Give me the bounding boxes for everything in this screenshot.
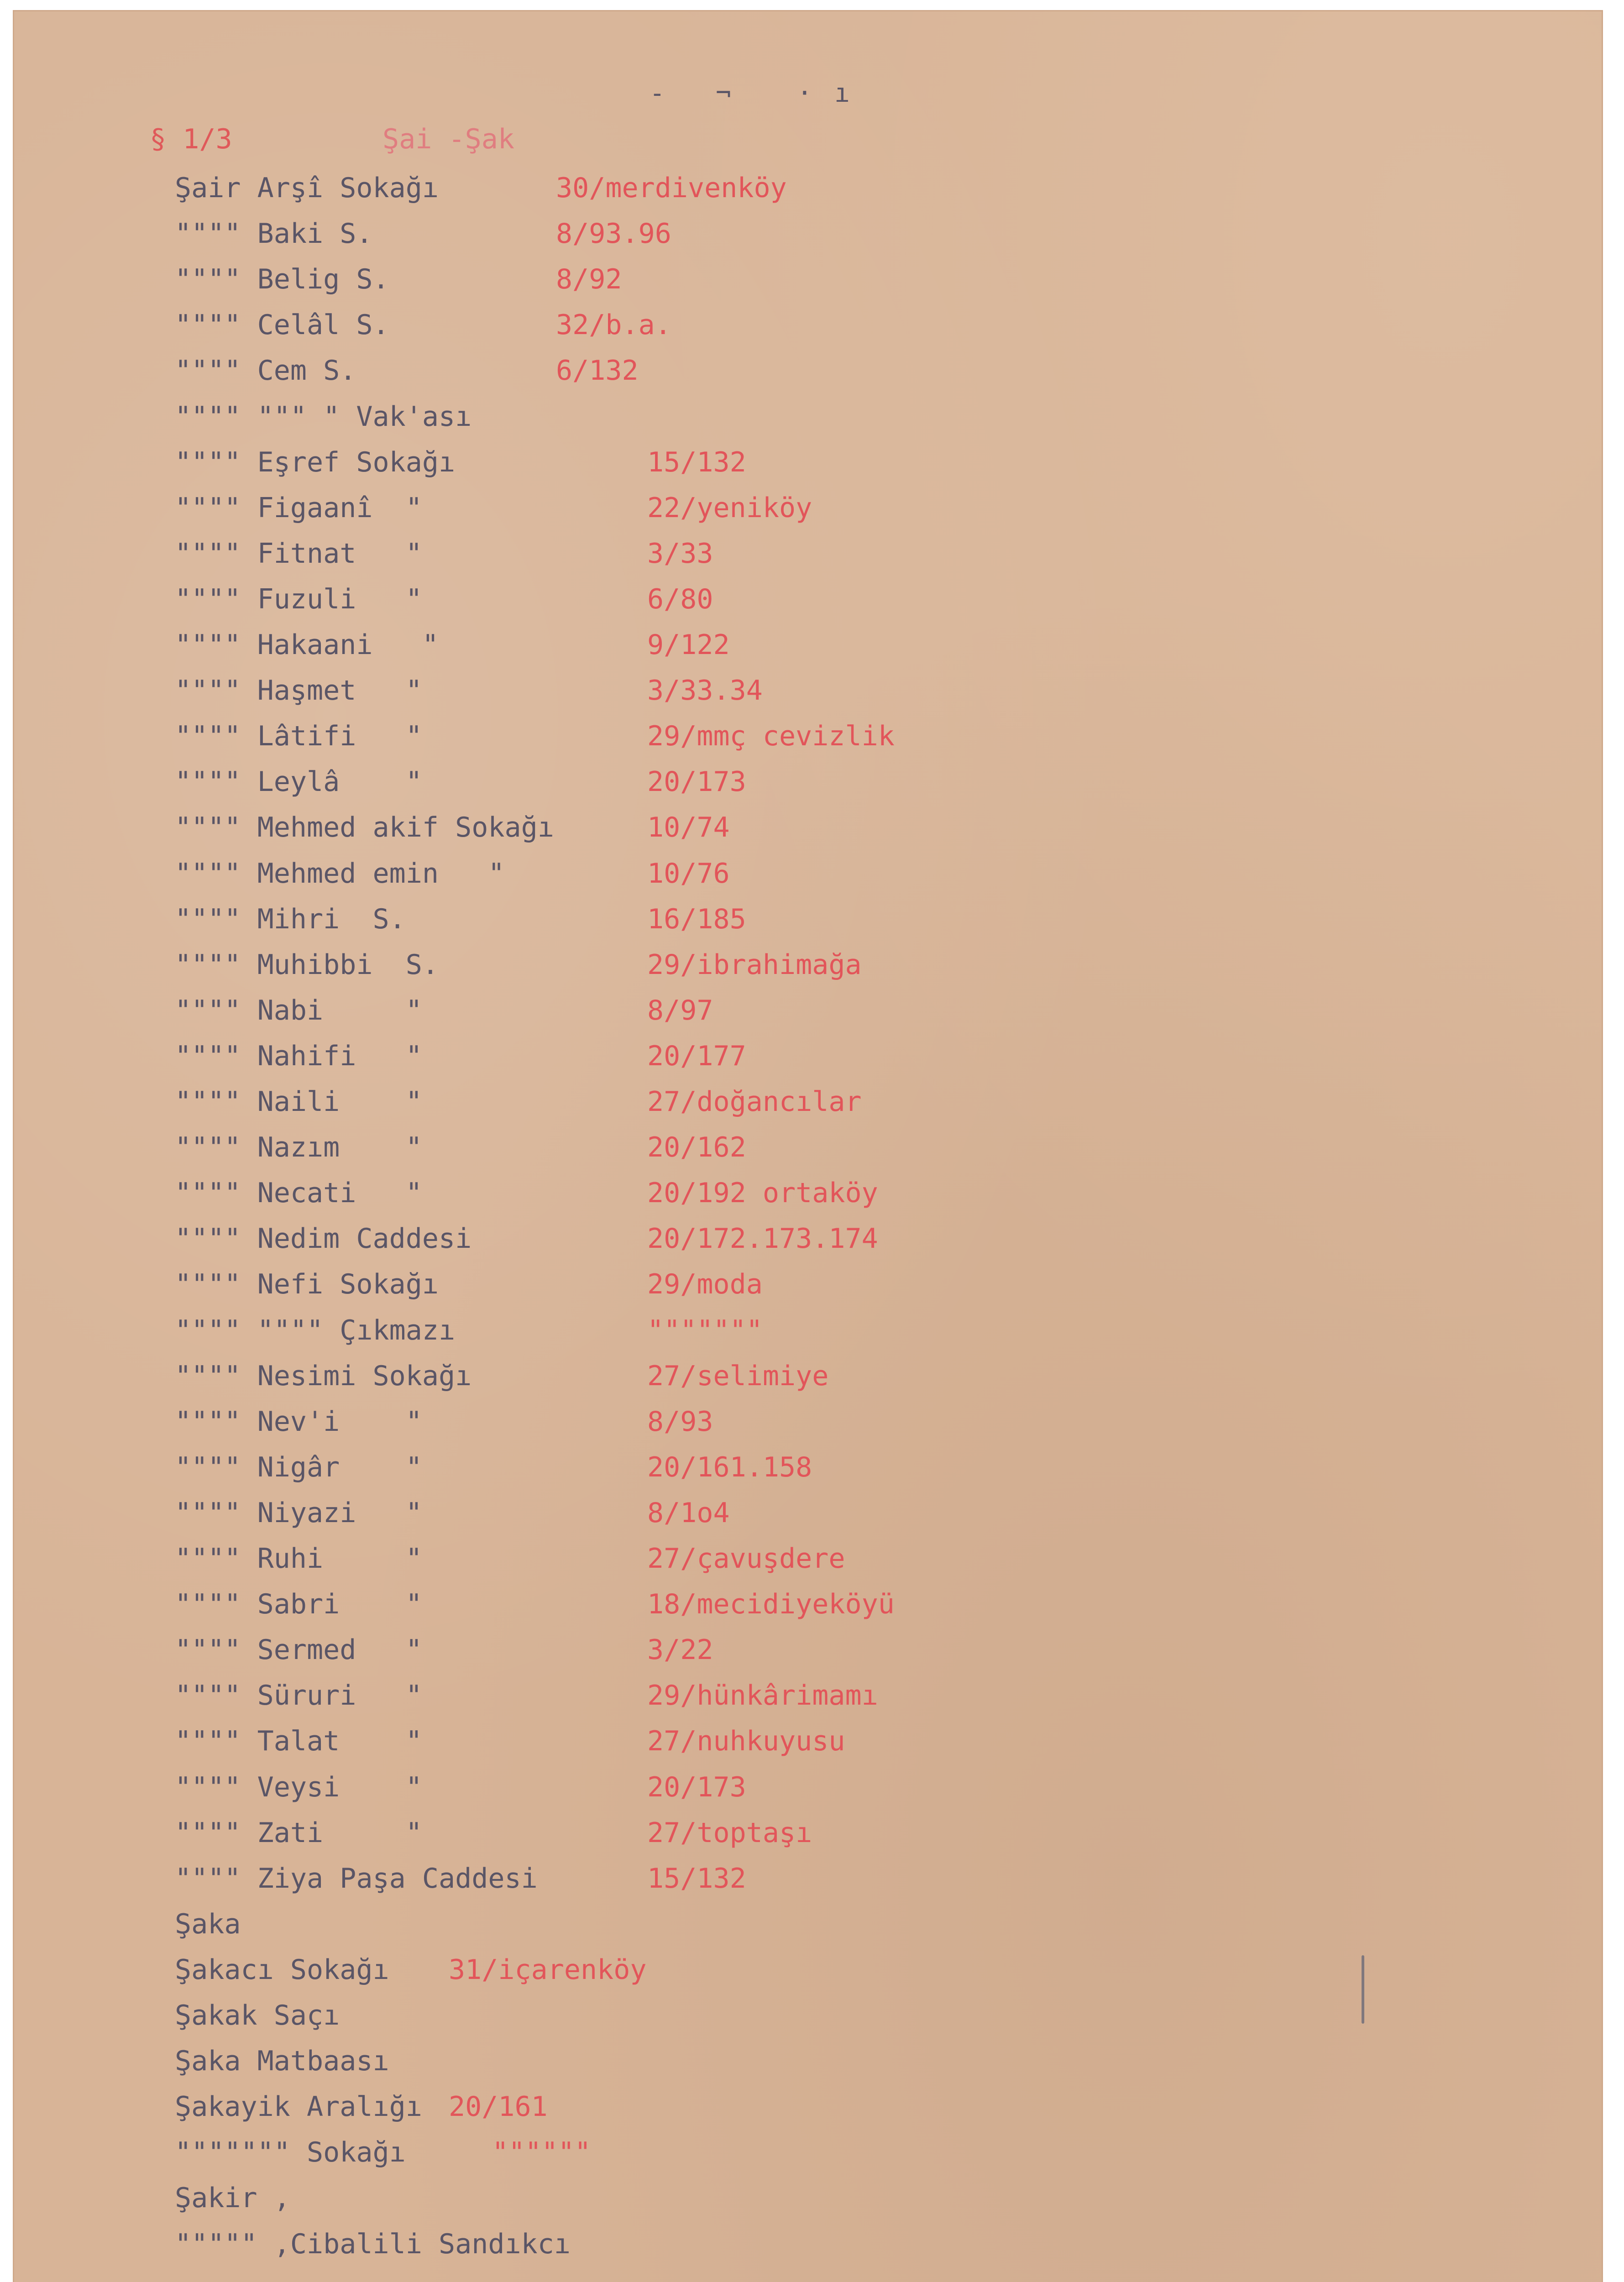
entry-name: """" Sabri " xyxy=(175,1588,422,1621)
entry-name: """" Nesimi Sokağı xyxy=(175,1360,472,1392)
entry-name: """" Ruhi " xyxy=(175,1543,422,1575)
entry-reference: """"""" xyxy=(647,1314,763,1346)
index-entry xyxy=(13,396,1603,437)
index-entry xyxy=(13,2041,1603,2082)
index-entry xyxy=(13,1492,1603,1534)
index-entry xyxy=(13,1127,1603,1168)
document-page xyxy=(13,10,1603,2282)
index-entry xyxy=(13,2086,1603,2127)
index-entry xyxy=(13,1310,1603,1351)
entry-name: Şakir , xyxy=(175,2182,290,2214)
entry-reference: 27/nuhkuyusu xyxy=(647,1725,845,1758)
entry-name: """" Hakaani " xyxy=(175,629,439,661)
entry-name: """" Mehmed emin " xyxy=(175,857,505,890)
entry-name: """" Leylâ " xyxy=(175,766,422,798)
index-entry xyxy=(13,1218,1603,1259)
index-entry xyxy=(13,213,1603,254)
entry-name: """" Fuzuli " xyxy=(175,583,422,615)
entry-reference: 22/yeniköy xyxy=(647,492,812,524)
index-entry xyxy=(13,853,1603,894)
index-entry xyxy=(13,1949,1603,1990)
top-mark-2: ¬ xyxy=(716,79,731,108)
index-entry xyxy=(13,1629,1603,1670)
entry-reference: 15/132 xyxy=(647,446,746,478)
entry-name: """"""" Sokağı xyxy=(175,2136,406,2169)
index-entry xyxy=(13,1721,1603,1762)
entry-name: """" Nev'i " xyxy=(175,1405,422,1438)
entry-name: """"" ,Cibalili Sandıkcı xyxy=(175,2228,571,2260)
entry-reference: 20/161 xyxy=(449,2091,548,2123)
entry-name: """" Nedim Caddesi xyxy=(175,1223,472,1255)
entry-name: """" Muhibbi S. xyxy=(175,948,439,981)
index-entry xyxy=(13,2177,1603,2219)
entry-name: Şakacı Sokağı xyxy=(175,1953,389,1986)
index-entry xyxy=(13,2224,1603,2265)
entry-reference: 9/122 xyxy=(647,629,730,661)
entry-reference: 10/76 xyxy=(647,857,730,890)
index-entry xyxy=(13,442,1603,483)
entry-reference: 27/çavuşdere xyxy=(647,1543,845,1575)
entry-reference: 3/22 xyxy=(647,1634,713,1666)
entry-name: """" Nazım " xyxy=(175,1131,422,1164)
index-entry xyxy=(13,990,1603,1031)
entry-reference: 27/selimiye xyxy=(647,1360,829,1392)
entry-reference: 27/toptaşı xyxy=(647,1816,812,1849)
entry-name: """" Belig S. xyxy=(175,263,389,296)
index-entry xyxy=(13,1081,1603,1122)
entry-name: """" Nigâr " xyxy=(175,1451,422,1483)
entry-reference: 29/ibrahimağa xyxy=(647,948,862,981)
entry-reference: """""" xyxy=(492,2136,591,2169)
alphabetic-range: Şai -Şak xyxy=(382,123,514,155)
entry-name: """" Ziya Paşa Caddesi xyxy=(175,1862,538,1895)
top-mark-4: ı xyxy=(834,79,850,108)
entry-reference: 8/93 xyxy=(647,1405,713,1438)
index-entry xyxy=(13,259,1603,300)
entry-reference: 32/b.a. xyxy=(556,309,671,341)
entry-name: """" Eşref Sokağı xyxy=(175,446,456,478)
entry-reference: 29/moda xyxy=(647,1268,763,1301)
index-entry xyxy=(13,1812,1603,1853)
entry-reference: 20/173 xyxy=(647,766,746,798)
section-code: § 1/3 xyxy=(150,123,232,155)
entry-reference: 30/merdivenköy xyxy=(556,172,787,204)
index-entry xyxy=(13,1767,1603,1808)
index-entry xyxy=(13,899,1603,940)
entry-reference: 8/1o4 xyxy=(647,1497,730,1529)
index-entry xyxy=(13,1904,1603,1945)
index-entry xyxy=(13,761,1603,802)
entry-name: Şakak Saçı xyxy=(175,1999,340,2031)
entry-name: """" Haşmet " xyxy=(175,675,422,707)
entry-name: """" Figaanî " xyxy=(175,492,422,524)
entry-reference: 8/92 xyxy=(556,263,622,296)
entry-name: """" Mihri S. xyxy=(175,903,406,935)
index-entry xyxy=(13,1584,1603,1625)
index-entry xyxy=(13,167,1603,209)
index-entry xyxy=(13,1356,1603,1397)
entry-reference: 3/33.34 xyxy=(647,675,763,707)
entry-name: """" Lâtifi " xyxy=(175,720,422,753)
index-entry xyxy=(13,807,1603,848)
index-entry xyxy=(13,1995,1603,2036)
entry-reference: 20/161.158 xyxy=(647,1451,812,1483)
entry-name: """" Niyazi " xyxy=(175,1497,422,1529)
entry-name: """" Nefi Sokağı xyxy=(175,1268,439,1301)
entry-reference: 6/132 xyxy=(556,355,639,387)
entry-reference: 20/173 xyxy=(647,1771,746,1803)
entry-reference: 20/162 xyxy=(647,1131,746,1164)
entry-reference: 3/33 xyxy=(647,537,713,570)
entry-reference: 6/80 xyxy=(647,583,713,615)
entry-name: """" Süruri " xyxy=(175,1680,422,1712)
entry-name: """" Cem S. xyxy=(175,355,356,387)
top-mark-1: - xyxy=(650,79,665,108)
index-entry xyxy=(13,533,1603,574)
index-entry xyxy=(13,304,1603,345)
entry-name: Şaka Matbaası xyxy=(175,2045,389,2078)
top-mark-3: · xyxy=(797,79,812,108)
entry-reference: 16/185 xyxy=(647,903,746,935)
index-entry xyxy=(13,1172,1603,1214)
entry-name: """" Sermed " xyxy=(175,1634,422,1666)
index-entry xyxy=(13,1036,1603,1077)
index-entry xyxy=(13,487,1603,529)
pencil-mark xyxy=(1362,1955,1364,2024)
entry-name: """" Baki S. xyxy=(175,218,373,250)
index-entry xyxy=(13,350,1603,391)
entry-name: """" """" Çıkmazı xyxy=(175,1314,456,1346)
index-entry xyxy=(13,1538,1603,1579)
entry-reference: 27/doğancılar xyxy=(647,1086,862,1118)
entry-reference: 15/132 xyxy=(647,1862,746,1895)
entry-name: """" Zati " xyxy=(175,1816,422,1849)
entry-name: """" Nabi " xyxy=(175,994,422,1026)
page-header xyxy=(13,123,1603,169)
entry-reference: 20/172.173.174 xyxy=(647,1223,878,1255)
index-entry xyxy=(13,579,1603,620)
index-entry xyxy=(13,1858,1603,1899)
entry-name: """" Necati " xyxy=(175,1177,422,1209)
entry-reference: 29/hünkârimamı xyxy=(647,1680,878,1712)
entry-name: Şakayik Aralığı xyxy=(175,2091,422,2123)
index-entry xyxy=(13,670,1603,711)
entry-name: """" """ " Vak'ası xyxy=(175,400,472,433)
index-entry xyxy=(13,944,1603,985)
index-entry xyxy=(13,624,1603,665)
index-entry xyxy=(13,716,1603,757)
entry-reference: 31/içarenköy xyxy=(449,1953,647,1986)
entry-reference: 29/mmç cevizlik xyxy=(647,720,895,753)
entry-reference: 8/93.96 xyxy=(556,218,671,250)
index-entry xyxy=(13,1401,1603,1442)
entry-reference: 10/74 xyxy=(647,811,730,844)
entry-name: """" Talat " xyxy=(175,1725,422,1758)
entry-name: """" Nahifi " xyxy=(175,1040,422,1072)
entry-reference: 20/177 xyxy=(647,1040,746,1072)
entry-name: """" Veysi " xyxy=(175,1771,422,1803)
entry-reference: 18/mecidiyeköyü xyxy=(647,1588,895,1621)
entry-name: """" Naili " xyxy=(175,1086,422,1118)
entry-name: Şair Arşî Sokağı xyxy=(175,172,439,204)
entry-reference: 8/97 xyxy=(647,994,713,1026)
index-entry xyxy=(13,2132,1603,2173)
index-entry xyxy=(13,1264,1603,1305)
entry-name: Şaka xyxy=(175,1908,241,1940)
index-entry xyxy=(13,1675,1603,1716)
entry-name: """" Mehmed akif Sokağı xyxy=(175,811,554,844)
entry-reference: 20/192 ortaköy xyxy=(647,1177,878,1209)
index-entry xyxy=(13,1447,1603,1488)
entry-name: """" Celâl S. xyxy=(175,309,389,341)
entry-name: """" Fitnat " xyxy=(175,537,422,570)
